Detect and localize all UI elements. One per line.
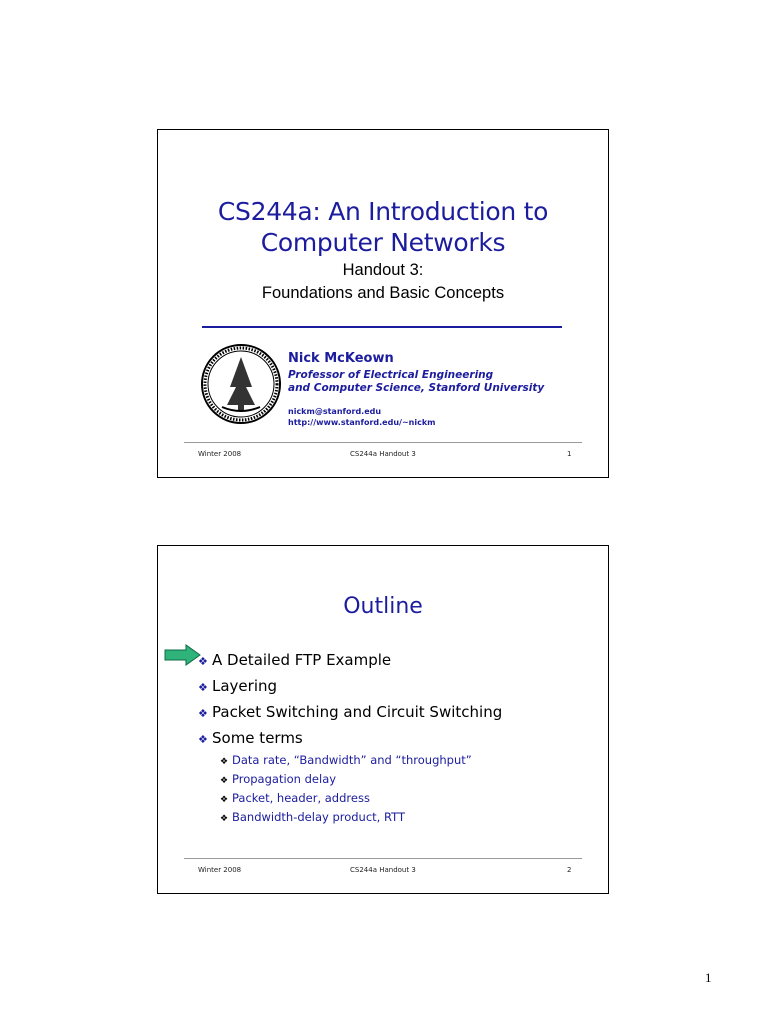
footer-page: 1 — [567, 450, 572, 458]
subtitle-line-2: Foundations and Basic Concepts — [261, 284, 505, 302]
current-item-arrow-icon — [164, 644, 202, 666]
sub-bullet-item — [220, 791, 370, 808]
diamond-bullet-icon: ❖ — [198, 681, 208, 694]
diamond-bullet-icon: ❖ — [220, 776, 229, 786]
bullet-item — [198, 676, 277, 698]
sub-bullet-text: Data rate, “Bandwidth” and “throughput” — [232, 753, 472, 767]
footer-page: 2 — [567, 866, 572, 874]
affiliation-line-2: and Computer Science, Stanford University — [288, 382, 545, 394]
diamond-bullet-icon: ❖ — [198, 707, 208, 720]
title-divider — [202, 326, 562, 328]
diamond-bullet-icon: ❖ — [220, 757, 229, 767]
affiliation-line-1: Professor of Electrical Engineering — [288, 369, 494, 381]
slide-2 — [157, 545, 609, 894]
sub-bullet-item — [220, 810, 405, 827]
bullet-text: Layering — [212, 677, 278, 695]
slide-title-line-1: CS244a: An Introduction to — [217, 197, 549, 226]
sub-bullet-item — [220, 753, 472, 770]
diamond-bullet-icon: ❖ — [198, 733, 208, 746]
footer-center: CS244a Handout 3 — [350, 450, 416, 458]
author-email: nickm@stanford.edu — [288, 407, 382, 416]
footer-divider — [184, 442, 582, 443]
bullet-text: Some terms — [212, 729, 303, 747]
author-url: http://www.stanford.edu/~nickm — [288, 418, 436, 427]
footer-divider — [184, 858, 582, 859]
slide-title-line-2: Computer Networks — [260, 228, 506, 257]
bullet-item — [198, 728, 303, 750]
sub-bullet-text: Packet, header, address — [232, 791, 370, 805]
author-name: Nick McKeown — [288, 351, 394, 366]
footer-left: Winter 2008 — [198, 866, 242, 874]
subtitle-line-1: Handout 3: — [342, 261, 424, 279]
bullet-text: A Detailed FTP Example — [212, 651, 392, 669]
stanford-seal-icon — [200, 343, 282, 425]
footer-center: CS244a Handout 3 — [350, 866, 416, 874]
footer-left: Winter 2008 — [198, 450, 242, 458]
slide-title: Outline — [343, 594, 423, 619]
diamond-bullet-icon: ❖ — [220, 814, 229, 824]
bullet-text: Packet Switching and Circuit Switching — [212, 703, 503, 721]
sub-bullet-text: Propagation delay — [232, 772, 337, 786]
slide-1 — [157, 129, 609, 478]
diamond-bullet-icon: ❖ — [220, 795, 229, 805]
sub-bullet-item — [220, 772, 336, 789]
bullet-item — [198, 702, 502, 724]
bullet-item — [198, 650, 391, 672]
document-page-number: 1 — [705, 970, 712, 985]
diamond-bullet-icon: ❖ — [198, 655, 208, 668]
sub-bullet-text: Bandwidth-delay product, RTT — [232, 810, 405, 824]
